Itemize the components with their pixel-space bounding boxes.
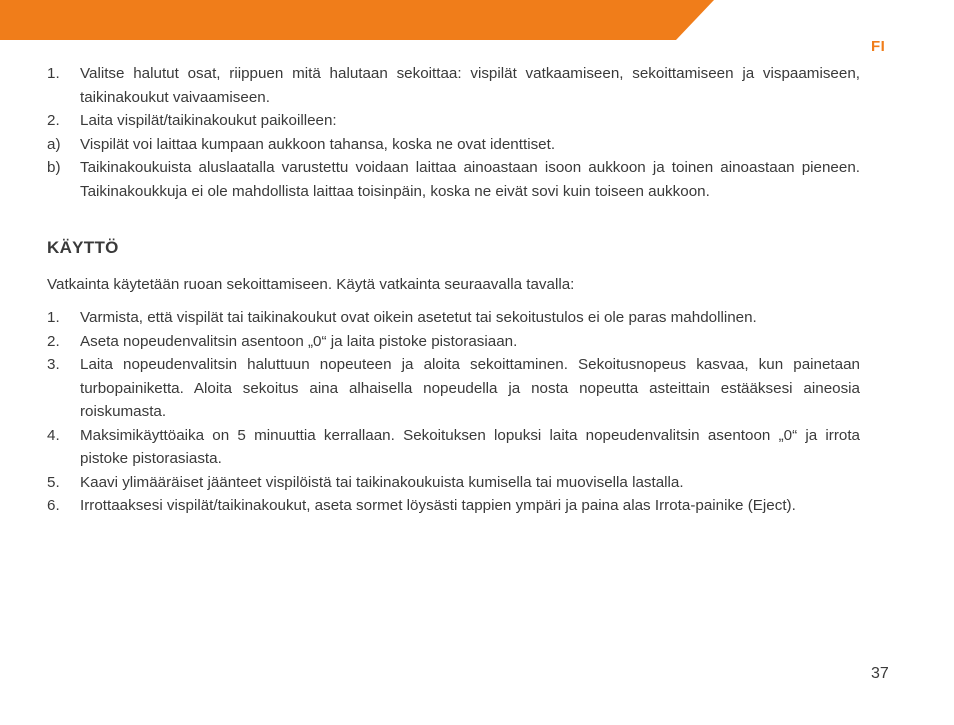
list-marker: 2. [47,332,60,350]
section-intro: Vatkainta käytetään ruoan sekoittamiseen. Käytä vatkainta seuraavalla tavalla: [47,275,575,293]
list-item [47,62,860,109]
setup-list [47,62,860,203]
list-item [47,330,860,354]
list-item [47,424,860,471]
page-number: 37 [871,665,889,682]
list-item-text: Varmista, että vispilät tai taikinakoukut ovat oikein asetetut tai sekoitustulos ei ole paras mahdollinen. [80,309,757,326]
page-content [47,62,860,518]
list-marker: 4. [47,426,60,444]
list-item [47,156,860,203]
list-item-text: Aseta nopeudenvalitsin asentoon „0“ ja laita pistoke pistorasiaan. [80,332,518,350]
list-item-text: Kaavi ylimääräiset jäänteet vispilöistä tai taikinakoukuista kumisella tai muovisella lastalla. [80,473,684,491]
list-item-text: Valitse halutut osat, riippuen mitä halutaan sekoittaa: vispilät vatkaamiseen, sekoittamiseen ja vispaamiseen, taikinakoukut vaivaamiseen. [80,65,860,106]
list-item [47,471,860,495]
list-item [47,353,860,424]
language-code: FI [871,38,886,55]
list-marker: 3. [47,356,60,373]
list-item-text: Irrottaaksesi vispilät/taikinakoukut, aseta sormet löysästi tappien ympäri ja paina alas Irrota-painike (Eject). [80,497,796,514]
list-marker: b) [47,159,61,176]
list-item [47,306,860,330]
list-item-text: Laita vispilät/taikinakoukut paikoilleen: [80,112,337,129]
usage-steps-list [47,306,860,518]
list-item [47,494,860,518]
list-item-text: Vispilät voi laittaa kumpaan aukkoon tahansa, koska ne ovat identtiset. [80,135,556,153]
list-marker: a) [47,135,61,153]
list-marker: 1. [47,309,60,326]
list-item-text: Laita nopeudenvalitsin haluttuun nopeuteen ja aloita sekoittaminen. Sekoitusnopeus kasvaa, kun painetaan turbopainiketta. Aloita sekoitus aina alhaisella nopeudella ja nosta nopeutta asteittain estääksesi aineosia roiskumasta. [80,356,860,420]
section-heading: KÄYTTÖ [47,238,119,257]
list-item [47,133,860,157]
orange-header-banner [0,0,954,42]
list-marker: 6. [47,497,60,514]
list-item-text: Maksimikäyttöaika on 5 minuuttia kerrallaan. Sekoituksen lopuksi laita nopeudenvalitsin asentoon „0“ ja irrota pistoke pistorasiasta. [80,426,860,467]
list-marker: 1. [47,65,60,82]
list-marker: 5. [47,473,60,491]
banner-shape [0,0,714,40]
list-item-text: Taikinakoukuista aluslaatalla varustettu voidaan laittaa ainoastaan isoon aukkoon ja toinen ainoastaan pieneen. Taikinakoukkuja ei ole mahdollista laittaa toisinpäin, koska ne eivät sovi kuin toiseen aukkoon. [80,159,860,200]
list-item [47,109,860,133]
list-marker: 2. [47,112,60,129]
